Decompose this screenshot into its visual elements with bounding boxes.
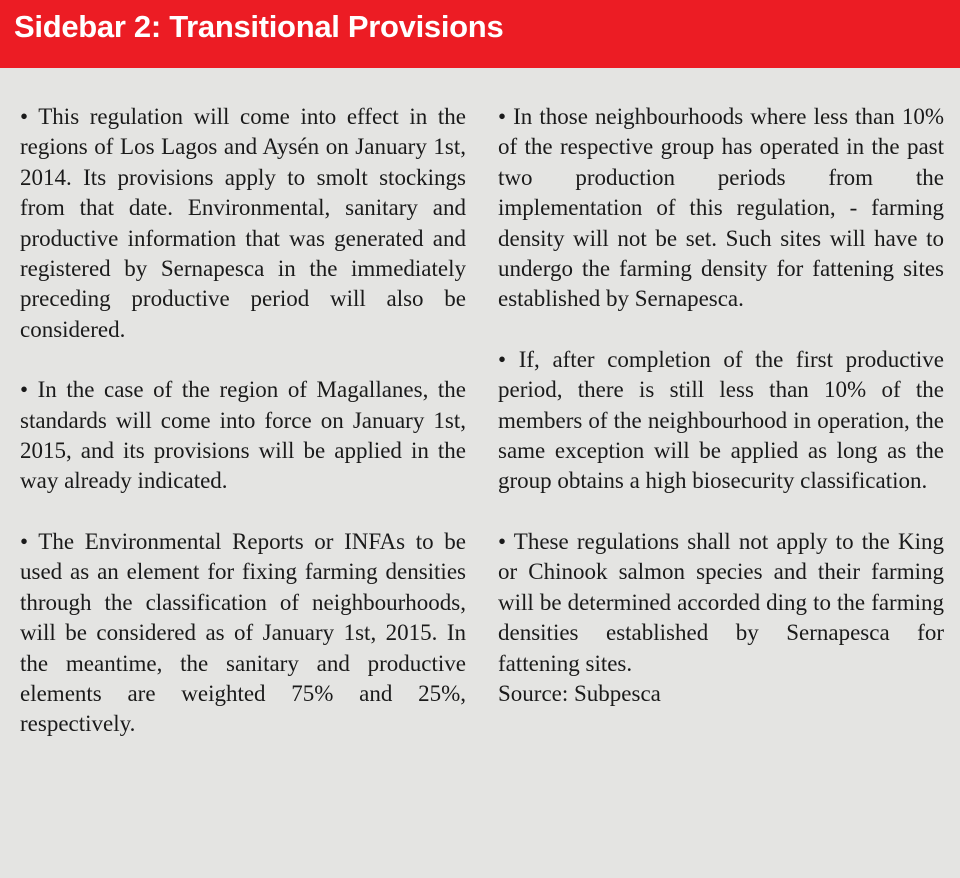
paragraph-effective-date: • This regulation will come into effect in the regions of Los Lagos and Aysén on January 1st, 2014. Its provisions apply to smolt stockings from that date. Environmental, sanitary and productive information that was generated and registered by Sernapesca in the immediately preceding productive period will also be considered. xyxy=(20,104,466,342)
paragraph-environmental-reports: • The Environmental Reports or INFAs to be used as an element for fixing farming densities through the classification of neighbourhoods, will be considered as of January 1st, 2015. In the meantime, the sanitary and productive elements are weighted 75% and 25%, respectively. xyxy=(20,528,466,737)
paragraph-chinook: • These regulations shall not apply to the King or Chinook salmon species and their farming will be determined accorded ding to the farming densities established by Sernapesca for fattening sites. xyxy=(498,528,944,676)
paragraph-neighbourhoods: • In those neighbourhoods where less than 10% of the respective group has operated in the past two production periods from the implementation of this regulation, - farming density will not be set. Such sites will have to undergo the farming density for fattening sites established by Sernapesca. xyxy=(498,104,944,312)
right-column xyxy=(498,102,944,709)
left-column xyxy=(20,102,466,740)
paragraph-exception: • If, after completion of the first productive period, there is still less than 10% of the members of the neighbourhood in operation, the same exception will be applied as long as the group obtains a high biosecurity classification. xyxy=(498,346,944,494)
paragraph-magallanes: • In the case of the region of Magallanes, the standards will come into force on January 1st, 2015, and its provisions will be applied in the way already indicated. xyxy=(20,377,466,494)
source-note: Source: Subpesca xyxy=(498,680,661,706)
title-bar xyxy=(0,0,960,68)
sidebar-title: Sidebar 2: Transitional Provisions xyxy=(14,9,504,44)
